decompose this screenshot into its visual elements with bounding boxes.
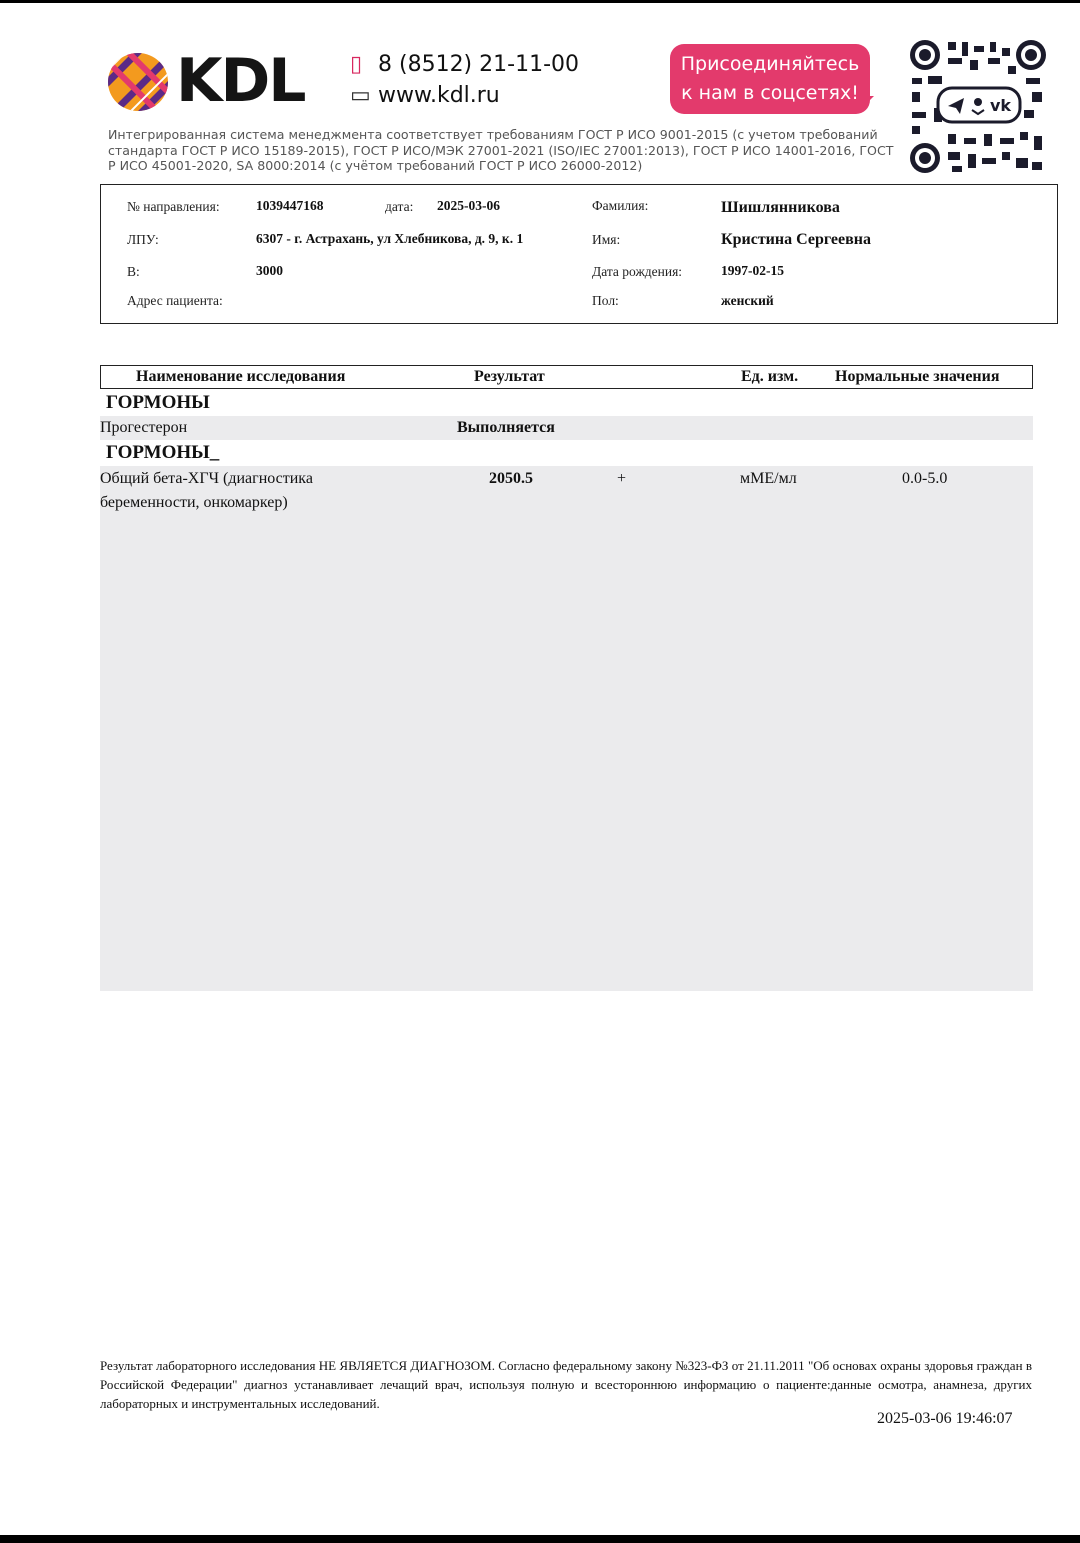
social-line-2: к нам в соцсетях! [681, 82, 859, 104]
social-line-1: Присоединяйтесь [680, 53, 860, 75]
disclaimer-text: Результат лабораторного исследования НЕ ЯВЛЯЕТСЯ ДИАГНОЗОМ. Согласно федеральному закону №323-ФЗ от 21.11.2011 "Об основах охраны здоровья граждан в Российской Федерации" диагноз устанавливает лечащий врач, используя полную и всестороннюю информацию о пациенте:данные осмотра, анамнеза, других лабораторных и инструментальных исследований. [100, 1358, 1032, 1411]
col-norm-header: Нормальные значения [835, 368, 1000, 385]
referral-label: № направления: [127, 199, 220, 214]
website-contact[interactable] [350, 83, 500, 108]
phone-contact[interactable] [350, 52, 579, 77]
results-table-header [100, 365, 1033, 389]
name-label: Имя: [592, 232, 621, 247]
gost-certification-note: Интегрированная система менеджмента соответствует требованиям ГОСТ Р ИСО 9001-2015 (с учетом требований стандарта ГОСТ Р ИСО 15189-2015), ГОСТ Р ИСО/МЭК 27001-2021 (ISO/IEC 27001:2013), ГОСТ Р ИСО 14001-2016, ГОСТ Р ИСО 45001-2020, SA 8000:2014 (с учётом требований ГОСТ Р ИСО 26000-2012) [108, 127, 894, 173]
col-unit-header: Ед. изм. [741, 368, 799, 385]
print-timestamp: 2025-03-06 19:46:07 [877, 1410, 1013, 1427]
referral-number: 1039447168 [256, 198, 324, 213]
phone-icon: ▯ [350, 52, 363, 77]
surname-label: Фамилия: [592, 198, 649, 213]
col-result-header: Результат [474, 368, 545, 385]
result-flag: + [617, 470, 627, 487]
test-unit: мМЕ/мл [740, 470, 797, 487]
dob-label: Дата рождения: [592, 264, 683, 279]
col-name-header: Наименование исследования [136, 368, 346, 385]
patient-name: Кристина Сергеевна [721, 231, 871, 248]
qr-code[interactable] [908, 38, 1048, 176]
vk-icon: vk [990, 96, 1012, 115]
top-border [0, 0, 1080, 3]
referral-date: 2025-03-06 [437, 198, 500, 213]
v-label: В: [127, 264, 140, 279]
patient-info-box [100, 184, 1058, 324]
sex-label: Пол: [592, 293, 619, 308]
test-norm: 0.0-5.0 [902, 470, 948, 487]
monitor-icon: ▭ [350, 83, 371, 108]
website-link: www.kdl.ru [378, 83, 500, 108]
patient-surname: Шишлянникова [721, 199, 840, 216]
social-banner[interactable] [670, 44, 870, 114]
test-result: 2050.5 [489, 470, 533, 487]
table-row-hcg [100, 466, 1033, 991]
test-name: Прогестерон [100, 419, 188, 436]
bottom-border [0, 1535, 1080, 1543]
brand-name: KDL [176, 46, 305, 116]
lpu-value: 6307 - г. Астрахань, ул Хлебникова, д. 9, к. 1 [256, 231, 524, 246]
social-banner-tail [860, 96, 874, 110]
ok-icon [974, 98, 982, 106]
test-name-line-2: беременности, онкомаркер) [100, 494, 288, 511]
date-label: дата: [385, 199, 414, 214]
lpu-label: ЛПУ: [127, 232, 159, 247]
phone-number: 8 (8512) 21-11-00 [378, 52, 579, 77]
v-value: 3000 [256, 263, 283, 278]
address-label: Адрес пациента: [127, 293, 223, 308]
patient-dob: 1997-02-15 [721, 263, 784, 278]
test-result: Выполняется [457, 419, 555, 436]
test-name-line-1: Общий бета-ХГЧ (диагностика [100, 470, 313, 487]
group-title-hormones-2: ГОРМОНЫ_ [106, 442, 220, 463]
kdl-globe-icon [106, 50, 186, 114]
table-row-progesterone [100, 416, 1033, 440]
group-title-hormones: ГОРМОНЫ [106, 392, 210, 413]
patient-sex: женский [721, 293, 774, 308]
